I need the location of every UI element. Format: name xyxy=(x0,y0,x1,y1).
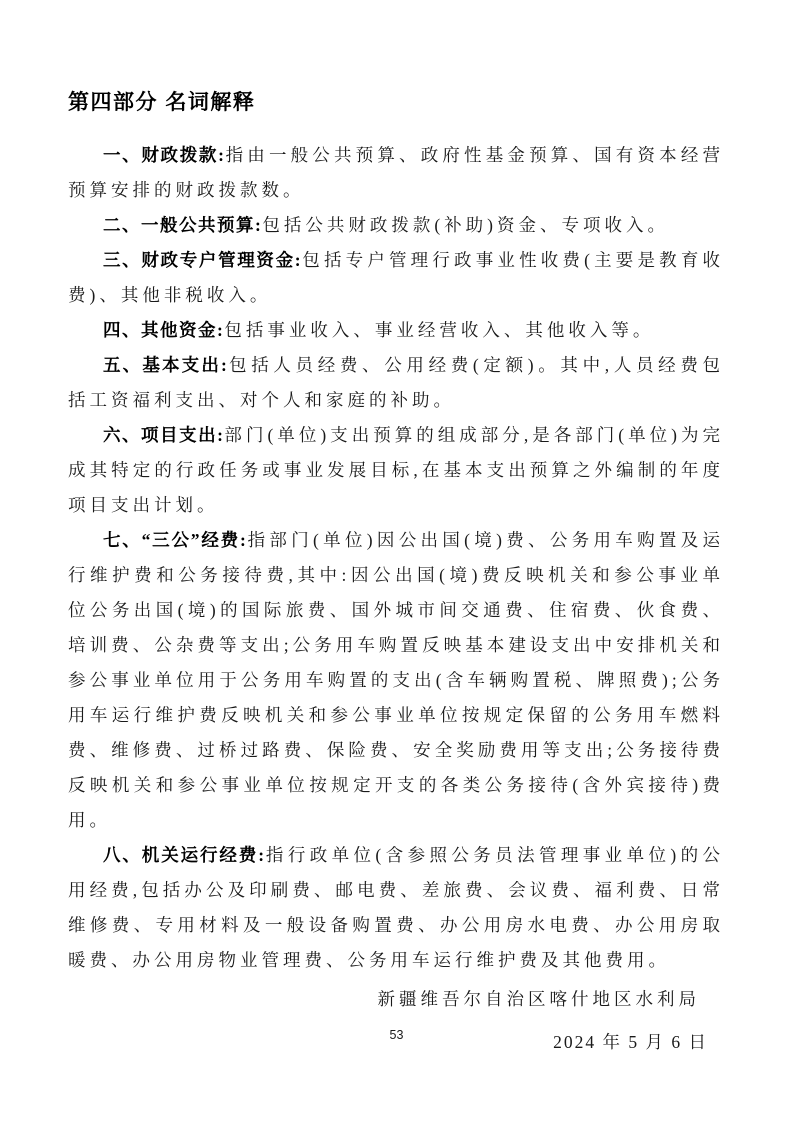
signature-organization: 新疆维吾尔自治区喀什地区水利局 xyxy=(377,989,700,1009)
page-number: 53 xyxy=(389,1028,404,1042)
definition-term-1: 一、财政拨款: xyxy=(103,145,226,165)
definition-text-4: 包括事业收入、事业经营收入、其他收入等。 xyxy=(224,320,655,340)
definition-text-7: 指部门(单位)因公出国(境)费、公务用车购置及运行维护费和公务接待费,其中:因公出国(境)费反映机关和参公事业单位公务出国(境)的国际旅费、国外城市间交通费、住宿费、伙食费、培训费、公杂费等支出;公务用车购置反映基本建设支出中安排机关和参公事业单位用于公务用车购置的支出(含车辆购置税、牌照费);公务用车运行维护费反映机关和参公事业单位按规定保留的公务用车燃料费、维修费、过桥过路费、保险费、安全奖励费用等支出;公务接待费反映机关和参公事业单位按规定开支的各类公务接待(含外宾接待)费用。 xyxy=(68,530,725,830)
definition-term-6: 六、项目支出: xyxy=(103,425,225,445)
definition-paragraph-6 xyxy=(68,418,724,523)
definition-text-6: 部门(单位)支出预算的组成部分,是各部门(单位)为完成其特定的行政任务或事业发展目标,在基本支出预算之外编制的年度项目支出计划。 xyxy=(68,425,724,515)
definition-text-5: 包括人员经费、公用经费(定额)。其中,人员经费包括工资福利支出、对个人和家庭的补助。 xyxy=(68,355,725,410)
definition-term-7: 七、“三公”经费: xyxy=(103,530,248,550)
definition-paragraph-7 xyxy=(68,523,724,838)
definition-term-8: 八、机关运行经费: xyxy=(103,845,266,865)
definition-text-3: 包括专户管理行政事业性收费(主要是教育收费)、其他非税收入。 xyxy=(68,250,724,305)
definition-paragraph-5 xyxy=(68,348,724,418)
definition-text-2: 包括公共财政拨款(补助)资金、专项收入。 xyxy=(262,215,669,235)
definition-term-4: 四、其他资金: xyxy=(103,320,225,340)
definition-paragraph-1 xyxy=(68,138,724,208)
definition-paragraph-4 xyxy=(68,313,724,348)
definition-term-5: 五、基本支出: xyxy=(103,355,229,375)
definition-paragraph-3 xyxy=(68,243,724,313)
signature-date: 2024 年 5 月 6 日 xyxy=(553,1032,708,1052)
definition-paragraph-2 xyxy=(68,208,724,243)
definition-text-1: 指由一般公共预算、政府性基金预算、国有资本经营预算安排的财政拨款数。 xyxy=(68,145,725,200)
page-title: 第四部分 名词解释 xyxy=(68,91,256,114)
definition-term-3: 三、财政专户管理资金: xyxy=(103,250,303,270)
definition-text-8: 指行政单位(含参照公务员法管理事业单位)的公用经费,包括办公及印刷费、邮电费、差旅费、会议费、福利费、日常维修费、专用材料及一般设备购置费、办公用房水电费、办公用房取暖费、办公用房物业管理费、公务用车运行维护费及其他费用。 xyxy=(68,845,724,970)
definition-term-2: 二、一般公共预算: xyxy=(103,215,263,235)
definition-paragraph-8 xyxy=(68,838,724,978)
